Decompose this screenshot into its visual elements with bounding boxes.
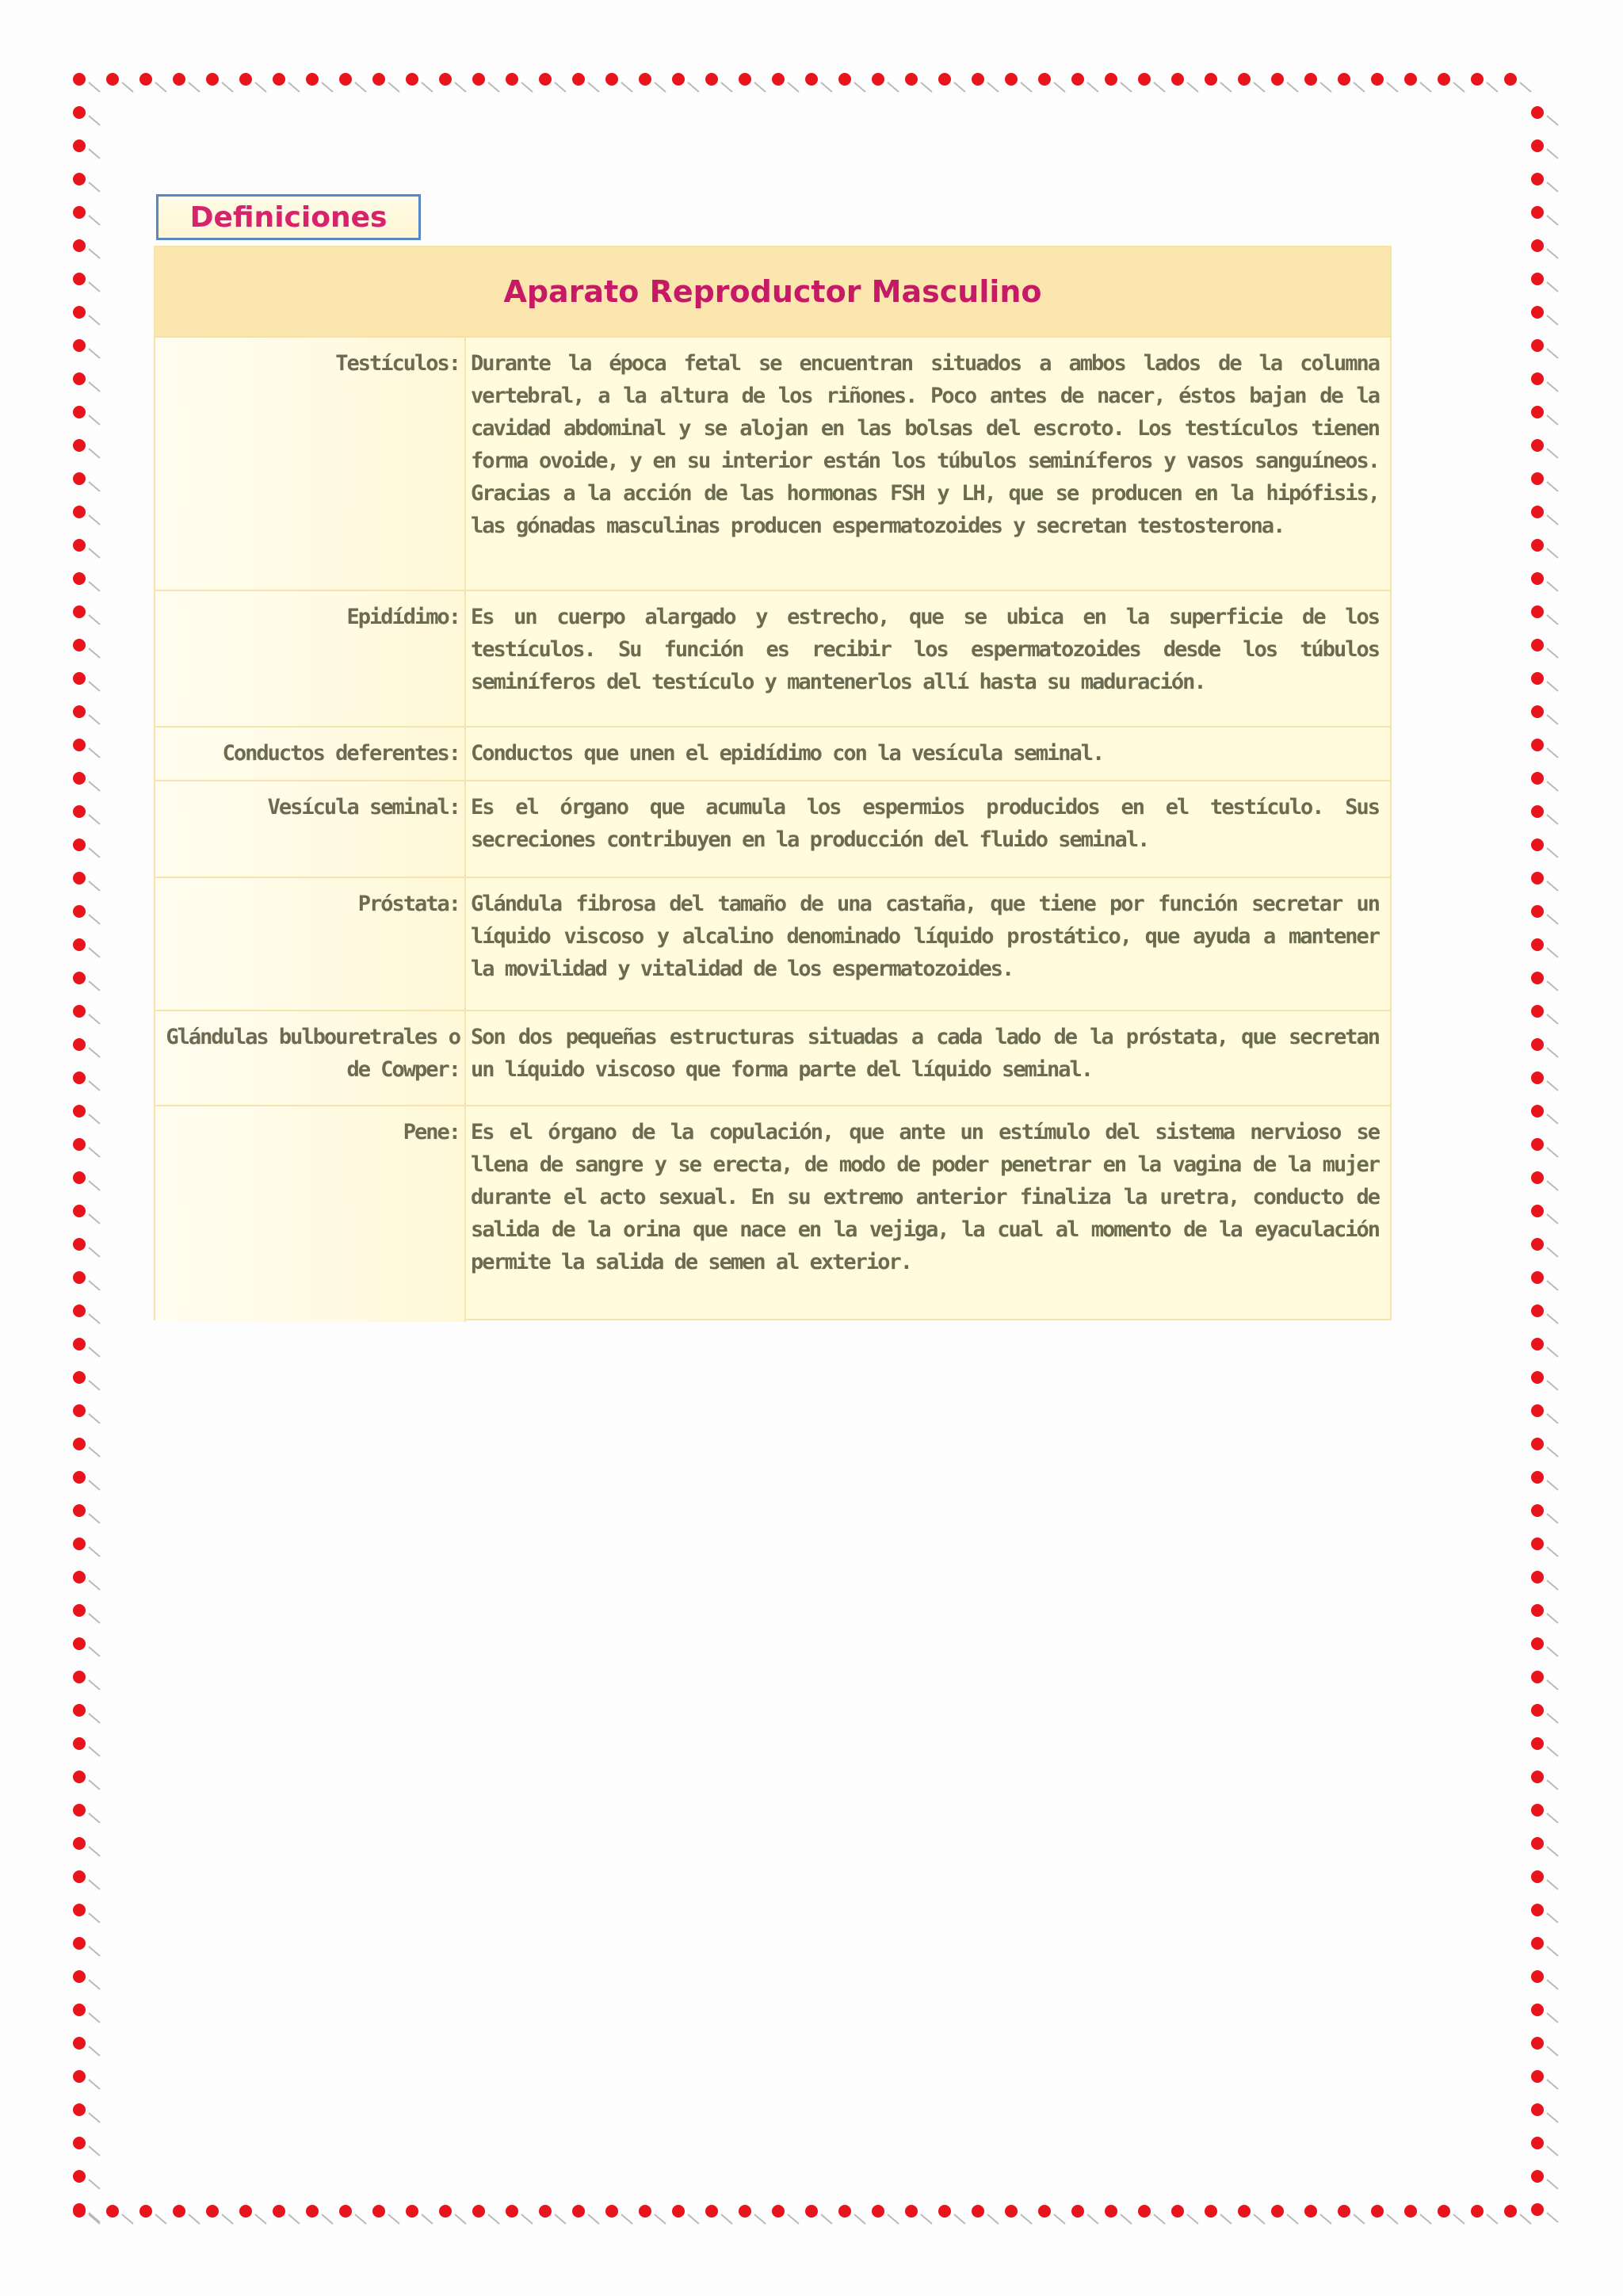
row-term: Vesícula seminal: bbox=[155, 781, 466, 877]
table-row bbox=[155, 338, 1390, 591]
table-row bbox=[155, 591, 1390, 728]
row-definition: Conductos que unen el epidídimo con la vesícula seminal. bbox=[471, 741, 1104, 766]
row-definition: Es el órgano de la copulación, que ante un estímulo del sistema nervioso se llena de sangre y se erecta, de modo de poder penetrar en la vagina de la mujer durante el acto sexual. En su extremo anterior finaliza la uretra, conducto de salida de la orina que nace en la vejiga, la cual al momento de la eyaculación permite la salida de semen al exterior. bbox=[471, 1120, 1379, 1274]
table-title: Aparato Reproductor Masculino bbox=[503, 274, 1042, 309]
table-header bbox=[155, 247, 1390, 338]
table-row bbox=[155, 728, 1390, 781]
table-row bbox=[155, 781, 1390, 878]
table-row bbox=[155, 1011, 1390, 1106]
row-term: Epidídimo: bbox=[155, 591, 466, 726]
row-term: Glándulas bulbouretrales o de Cowper: bbox=[155, 1011, 466, 1105]
row-term: Conductos deferentes: bbox=[155, 728, 466, 780]
row-definition: Glándula fibrosa del tamaño de una castaña, que tiene por función secretar un líquido viscoso y alcalino denominado líquido prostático, que ayuda a mantener la movilidad y vitalidad de los espermatozoides. bbox=[471, 892, 1379, 981]
section-tab-label: Definiciones bbox=[189, 201, 388, 234]
table-row bbox=[155, 878, 1390, 1011]
row-definition: Son dos pequeñas estructuras situadas a cada lado de la próstata, que secretan un líquido viscoso que forma parte del líquido seminal. bbox=[471, 1025, 1379, 1082]
table-row bbox=[155, 1106, 1390, 1322]
row-definition: Es un cuerpo alargado y estrecho, que se ubica en la superficie de los testículos. Su función es recibir los espermatozoides desde los túbulos seminíferos del testículo y mantenerlos allí hasta su maduración. bbox=[471, 605, 1379, 694]
row-term: Testículos: bbox=[155, 338, 466, 590]
row-term: Pene: bbox=[155, 1106, 466, 1322]
definitions-table bbox=[154, 246, 1392, 1320]
row-definition: Es el órgano que acumula los espermios producidos en el testículo. Sus secreciones contribuyen en la producción del fluido seminal. bbox=[471, 795, 1379, 852]
row-term: Próstata: bbox=[155, 878, 466, 1010]
row-definition: Durante la época fetal se encuentran situados a ambos lados de la columna vertebral, a la altura de los riñones. Poco antes de nacer, éstos bajan de la cavidad abdominal y se alojan en las bolsas del escroto. Los testículos tienen forma ovoide, y en su interior están los túbulos seminíferos y vasos sanguíneos. Gracias a la acción de las hormonas FSH y LH, que se producen en la hipófisis, las gónadas masculinas producen espermatozoides y secretan testosterona. bbox=[471, 351, 1379, 538]
section-tab bbox=[156, 194, 421, 240]
